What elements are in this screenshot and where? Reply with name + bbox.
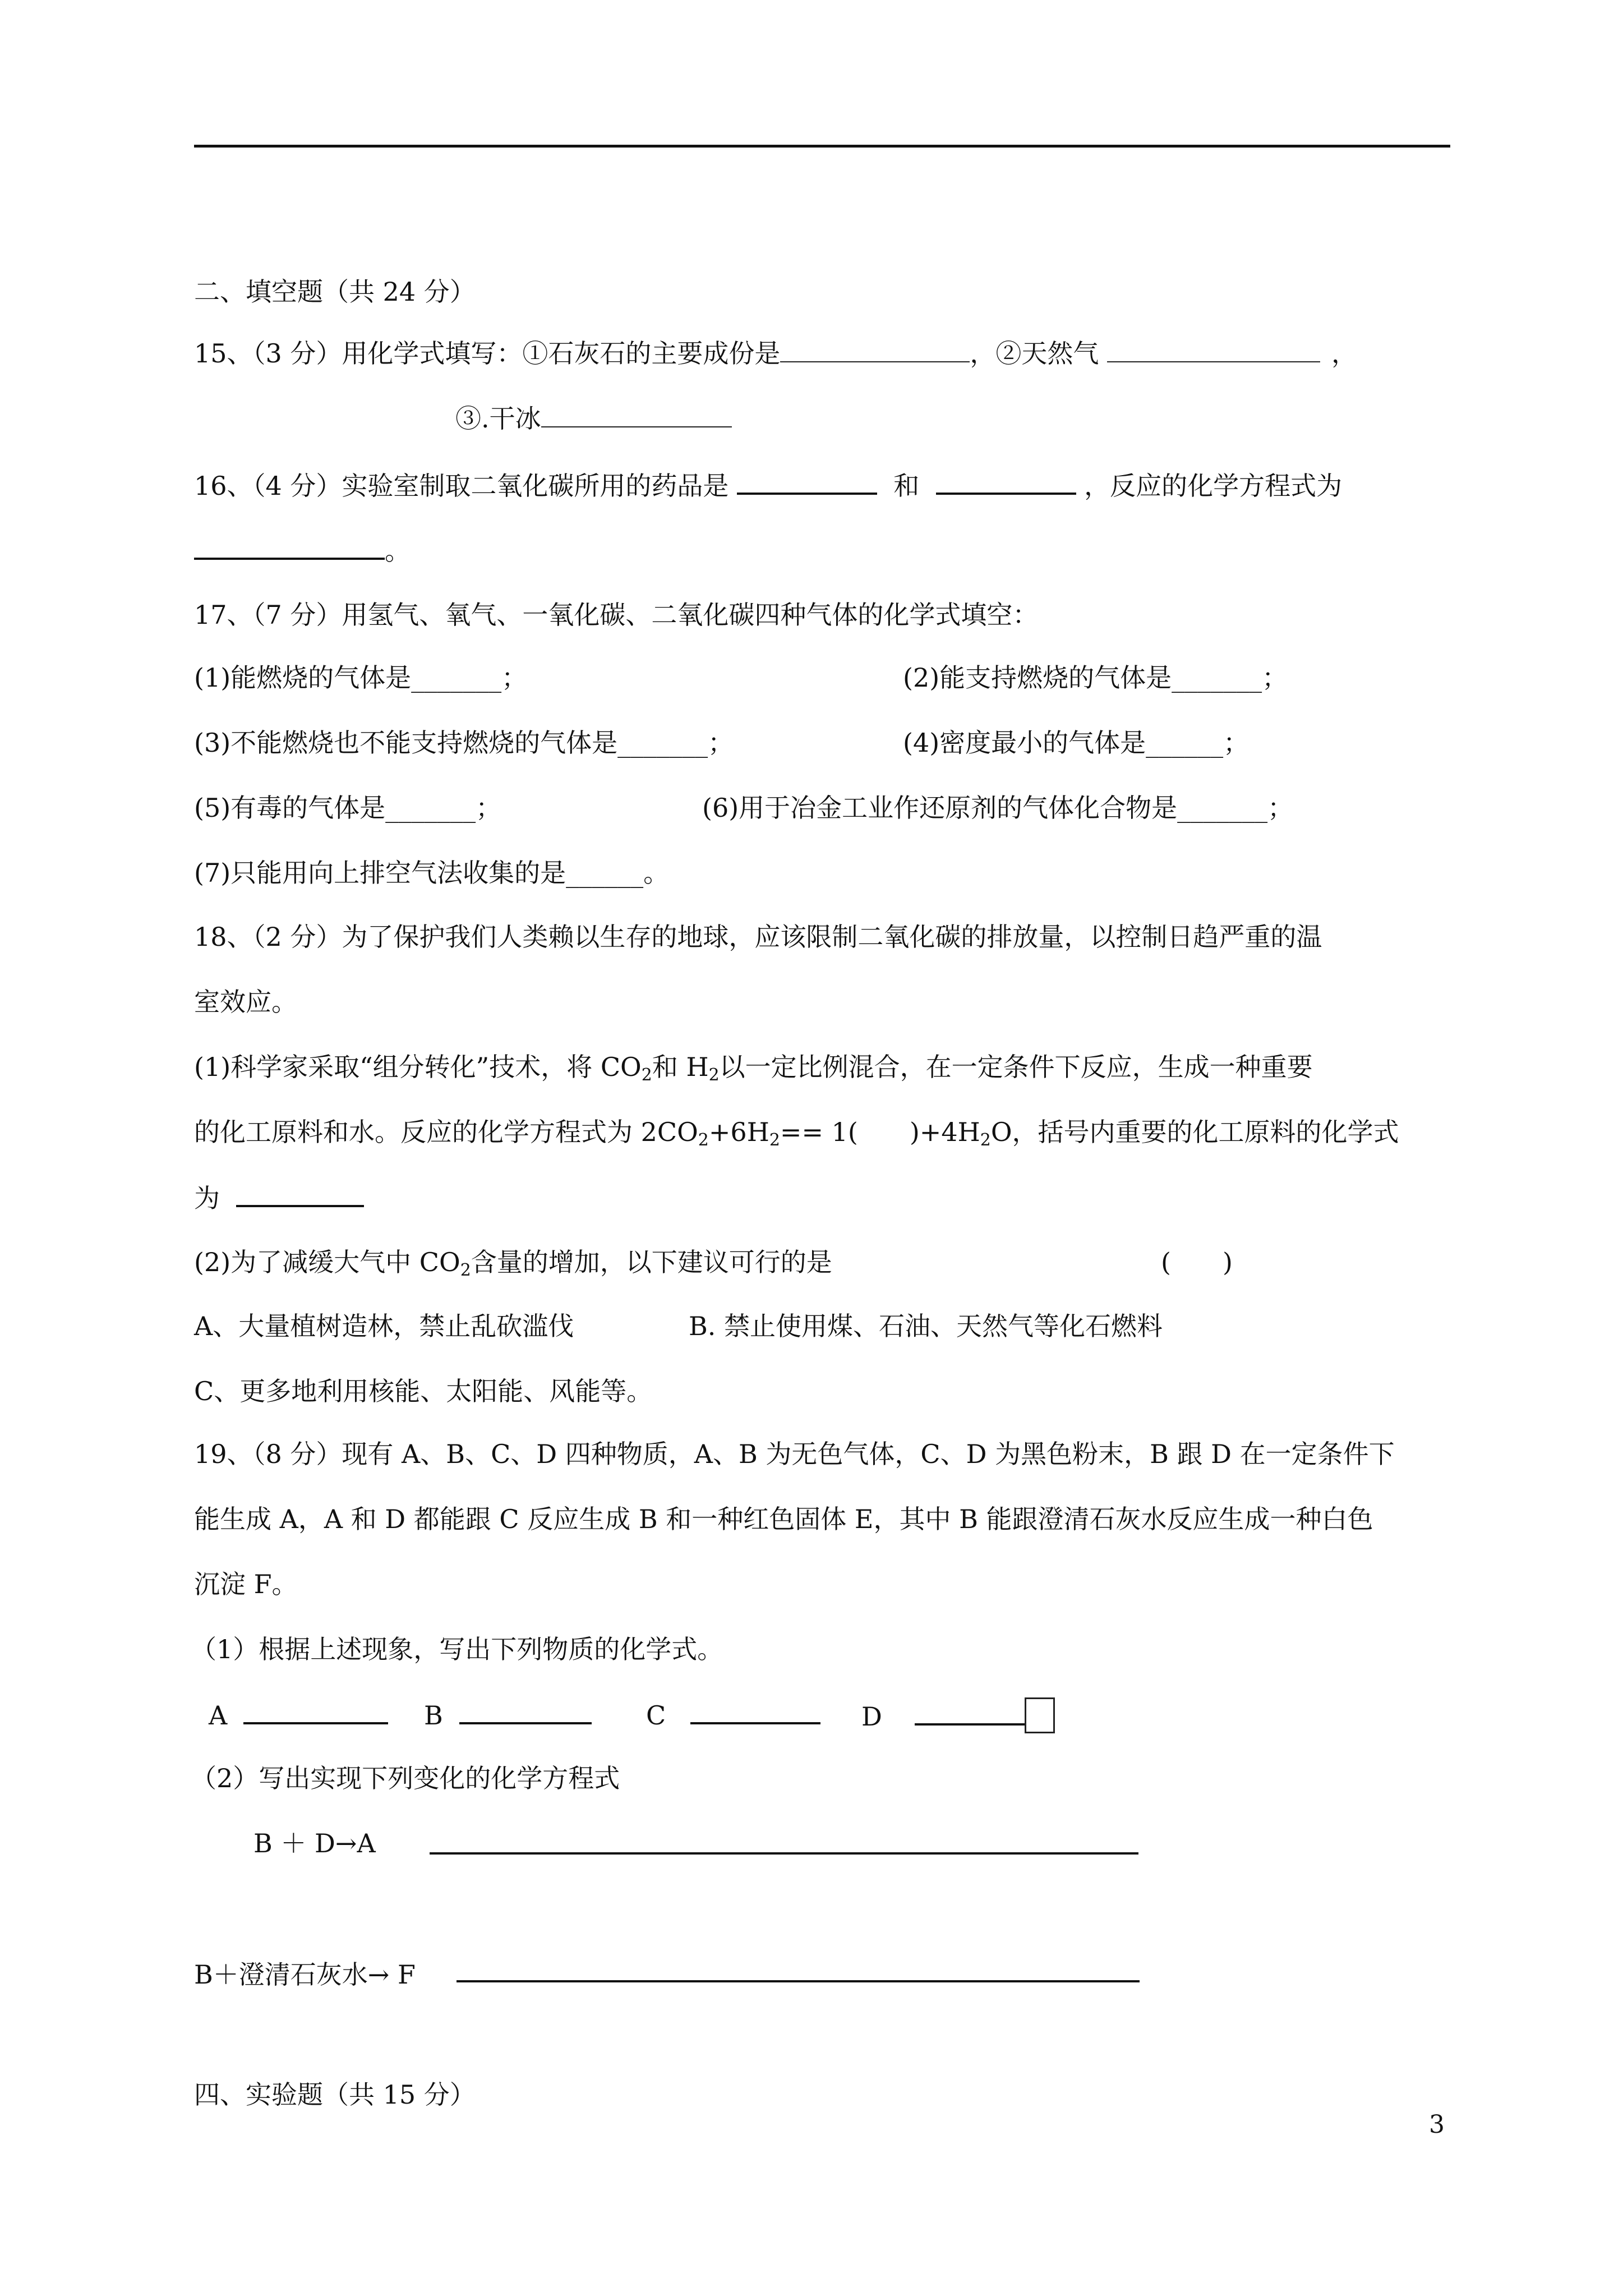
q19-label-d: D <box>861 1701 882 1732</box>
subscript: 2 <box>708 1065 720 1085</box>
q18-p1-text-c: 以一定比例混合，在一定条件下反应，生成一种重要 <box>719 1052 1313 1082</box>
q19-label-b: B <box>424 1700 443 1731</box>
q15-blank-2[interactable] <box>1107 337 1320 362</box>
q19-blank-d[interactable] <box>915 1699 1025 1726</box>
q15-blank-1[interactable] <box>780 337 970 362</box>
q16-text-b: 和 <box>893 471 920 501</box>
q18-part1-line2 <box>194 1115 1399 1157</box>
q19-eq2 <box>194 1958 416 1991</box>
subscript: 2 <box>698 1130 709 1150</box>
subscript: 2 <box>641 1065 652 1085</box>
q15-text-b: ，②天然气 <box>970 338 1099 369</box>
q18-p2-a: (2)为了减缓大气中 CO <box>194 1247 460 1277</box>
q16-blank-1[interactable] <box>737 468 877 495</box>
q19-part1: （1）根据上述现象，写出下列物质的化学式。 <box>191 1634 723 1664</box>
subscript: 2 <box>769 1130 780 1150</box>
q19-eq2-answer-line[interactable] <box>457 1980 1140 1982</box>
q16-text-c: ，反应的化学方程式为 <box>1084 471 1343 501</box>
q19-label-a: A <box>209 1700 228 1731</box>
q15-text-d: ③.干冰 <box>455 403 541 434</box>
q19-eq1-text: B ＋ D→A <box>253 1828 376 1858</box>
q18-p1-l3: 为 <box>194 1183 220 1213</box>
q16-text-a: 16、（4 分）实验室制取二氧化碳所用的药品是 <box>194 471 729 501</box>
q19-blank-c[interactable] <box>690 1697 820 1724</box>
q15-blank-3[interactable] <box>541 402 732 427</box>
q17-item-1: (1)能燃烧的气体是_______； <box>194 662 528 693</box>
section-title-4: 四、实验题（共 15 分） <box>194 2079 476 2110</box>
subscript: 2 <box>460 1260 471 1280</box>
subscript: 2 <box>980 1130 991 1150</box>
q19-part2: （2）写出实现下列变化的化学方程式 <box>191 1763 620 1793</box>
q19-blank-a[interactable] <box>243 1697 388 1724</box>
section-title: 二、填空题（共 24 分） <box>194 277 476 307</box>
question-18-line1: 18、（2 分）为了保护我们人类赖以生存的地球，应该限制二氧化碳的排放量，以控制日趋严重的温 <box>194 922 1322 952</box>
header-rule <box>194 145 1450 148</box>
q16-text-d: 。 <box>385 536 411 566</box>
q18-option-b: B. 禁止使用煤、石油、天然气等化石燃料 <box>689 1311 1163 1341</box>
question-15-line2 <box>455 402 732 435</box>
q18-option-a: A、大量植树造林，禁止乱砍滥伐 <box>194 1311 574 1341</box>
question-19-line1: 19、（8 分）现有 A、B、C、D 四种物质，A、B 为无色气体，C、D 为黑色粉末，B 跟 D 在一定条件下 <box>194 1439 1395 1469</box>
question-19-line2: 能生成 A，A 和 D 都能跟 C 反应生成 B 和一种红色固体 E，其中 B 能跟澄清石灰水反应生成一种白色 <box>194 1504 1373 1534</box>
question-15 <box>194 337 1357 370</box>
q16-blank-2[interactable] <box>936 468 1076 495</box>
q18-p1-text-a: (1)科学家采取“组分转化”技术，将 CO <box>194 1052 642 1082</box>
q19-eq2-text: B＋澄清石灰水→ F <box>194 1959 416 1990</box>
q17-item-7: (7)只能用向上排空气法收集的是______。 <box>194 858 670 888</box>
q19-d-group <box>861 1697 1055 1733</box>
q18-p1-l2-a: 的化工原料和水。反应的化学方程式为 2CO <box>194 1117 698 1147</box>
q18-part2 <box>194 1245 832 1287</box>
q15-text-c: ， <box>1331 338 1358 369</box>
q17-item-6: (6)用于冶金工业作还原剂的气体化合物是_______； <box>702 793 1294 823</box>
q19-eq1 <box>253 1826 376 1860</box>
checkbox-square <box>1025 1697 1055 1733</box>
q19-formula-row <box>209 1697 388 1732</box>
page-number: 3 <box>1429 2110 1445 2139</box>
q19-label-c: C <box>646 1700 666 1731</box>
q18-p1-l2-d: O，括号内重要的化工原料的化学式 <box>990 1117 1399 1147</box>
q18-part1-line3 <box>194 1180 364 1215</box>
q18-answer-paren[interactable]: ( ) <box>1161 1247 1233 1277</box>
q17-item-3: (3)不能燃烧也不能支持燃烧的气体是_______； <box>194 728 734 758</box>
q15-text-a: 15、（3 分）用化学式填写：①石灰石的主要成份是 <box>194 338 781 369</box>
question-17-intro: 17、（7 分）用氢气、氧气、一氧化碳、二氧化碳四种气体的化学式填空： <box>194 600 1039 630</box>
q17-item-5: (5)有毒的气体是_______； <box>194 793 502 823</box>
q18-p1-l2-c: == 1( )+4H <box>780 1117 980 1147</box>
question-19-line3: 沉淀 F。 <box>194 1569 298 1599</box>
q19-c-group <box>646 1697 820 1732</box>
q19-b-group <box>424 1697 592 1732</box>
question-16 <box>194 468 1342 503</box>
q18-p1-text-b: 和 H <box>652 1052 709 1082</box>
q18-p1-l2-b: +6H <box>708 1117 769 1147</box>
q16-blank-3[interactable] <box>194 533 385 560</box>
q18-option-c: C、更多地利用核能、太阳能、风能等。 <box>194 1376 653 1406</box>
q18-p2-b: 含量的增加，以下建议可行的是 <box>471 1247 832 1277</box>
q18-blank-formula[interactable] <box>236 1180 364 1207</box>
question-16-line2 <box>194 533 411 568</box>
q18-part1 <box>194 1050 1313 1092</box>
q19-eq1-answer-line[interactable] <box>430 1852 1138 1855</box>
question-18-line2: 室效应。 <box>194 987 297 1017</box>
q17-item-4: (4)密度最小的气体是______； <box>903 728 1249 758</box>
q19-blank-b[interactable] <box>459 1697 592 1724</box>
q17-item-2: (2)能支持燃烧的气体是_______； <box>903 662 1288 693</box>
